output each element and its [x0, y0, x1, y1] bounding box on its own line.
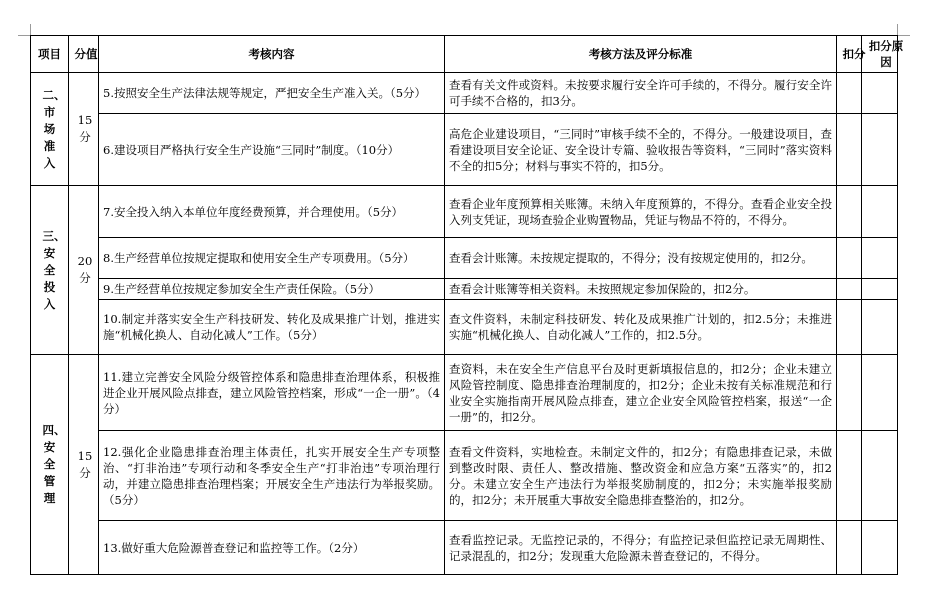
- header-reason: 扣分原因: [862, 36, 898, 73]
- deduct-cell[interactable]: [837, 238, 862, 279]
- reason-cell[interactable]: [862, 521, 898, 575]
- item-content: 10.制定并落实安全生产科技研发、转化及成果推广计划，推进实施“机械化换人、自动化减人”工作。（5分）: [99, 300, 445, 355]
- item-method: 查文件资料，未制定科技研发、转化及成果推广计划的，扣2.5分；未推进实施“机械化换人、自动化减人”工作的，扣2.5分。: [445, 300, 837, 355]
- item-content: 9.生产经营单位按规定参加安全生产责任保险。（5分）: [99, 279, 445, 300]
- section-category: 三、安全投入: [31, 186, 69, 355]
- item-method: 查看有关文件或资料。未按要求履行安全许可手续的，不得分。履行安全许可手续不合格的，扣3分。: [445, 73, 837, 114]
- item-method: 查看会计账簿等相关资料。未按照规定参加保险的，扣2分。: [445, 279, 837, 300]
- section-category: 四、安全管理: [31, 355, 69, 575]
- item-content: 8.生产经营单位按规定提取和使用安全生产专项费用。（5分）: [99, 238, 445, 279]
- item-method: 查看监控记录。无监控记录的，不得分；有监控记录但监控记录无周期性、记录混乱的，扣2分；发现重大危险源未普查登记的，不得分。: [445, 521, 837, 575]
- table-row: [31, 238, 898, 279]
- item-content: 6.建设项目严格执行安全生产设施“三同时”制度。（10分）: [99, 114, 445, 186]
- table-row: [31, 279, 898, 300]
- item-content: 12.强化企业隐患排查治理主体责任，扎实开展安全生产专项整治、“打非治违”专项行动和冬季安全生产“打非治违”专项治理行动，并建立隐患排查治理档案；开展安全生产违法行为举报奖励。（5分）: [99, 431, 445, 521]
- reason-cell[interactable]: [862, 431, 898, 521]
- section-category: 二、市场准入: [31, 73, 69, 186]
- item-content: 13.做好重大危险源普查登记和监控等工作。（2分）: [99, 521, 445, 575]
- header-row: [31, 36, 898, 73]
- deduct-cell[interactable]: [837, 300, 862, 355]
- item-content: 5.按照安全生产法律法规等规定，严把安全生产准入关。（5分）: [99, 73, 445, 114]
- table-row: [31, 114, 898, 186]
- reason-cell[interactable]: [862, 279, 898, 300]
- item-method: 高危企业建设项目，“三同时”审核手续不全的，不得分。一般建设项目，查看建设项目安全论证、安全设计专篇、验收报告等资料，“三同时”落实资料不全的扣5分；材料与事实不符的，扣5分。: [445, 114, 837, 186]
- table-row: [31, 300, 898, 355]
- section-score: 20分: [69, 186, 99, 355]
- table-row: [31, 355, 898, 431]
- deduct-cell[interactable]: [837, 73, 862, 114]
- deduct-cell[interactable]: [837, 279, 862, 300]
- table-row: [31, 73, 898, 114]
- header-score: 分值: [69, 36, 99, 73]
- table-row: [31, 521, 898, 575]
- crop-mark-right-h: [897, 35, 910, 36]
- reason-cell[interactable]: [862, 300, 898, 355]
- table-row: [31, 431, 898, 521]
- item-content: 7.安全投入纳入本单位年度经费预算，并合理使用。（5分）: [99, 186, 445, 238]
- header-category: 项目: [31, 36, 69, 73]
- assessment-table: [30, 35, 904, 575]
- reason-cell[interactable]: [862, 73, 898, 114]
- section-score: 15分: [69, 73, 99, 186]
- reason-cell[interactable]: [862, 186, 898, 238]
- deduct-cell[interactable]: [837, 186, 862, 238]
- deduct-cell[interactable]: [837, 355, 862, 431]
- section-score: 15分: [69, 355, 99, 575]
- item-method: 查看文件资料，实地检查。未制定文件的，扣2分；有隐患排查记录，未做到整改时限、责任人、整改措施、整改资金和应急方案“五落实”的，扣2分。未建立安全生产违法行为举报奖励制度的，扣2分；未实施举报奖励的，扣2分；未开展重大事故安全隐患排查整治的，扣2分。: [445, 431, 837, 521]
- header-method: 考核方法及评分标准: [445, 36, 837, 73]
- item-method: 查资料，未在安全生产信息平台及时更新填报信息的，扣2分；企业未建立风险管控制度、隐患排查治理制度的，扣2分；企业未按有关标准规范和行业安全实施指南开展风险点排查，建立企业安全风险管控档案，报送“一企一册”的，扣2分。: [445, 355, 837, 431]
- table-row: [31, 186, 898, 238]
- header-content: 考核内容: [99, 36, 445, 73]
- reason-cell[interactable]: [862, 114, 898, 186]
- deduct-cell[interactable]: [837, 114, 862, 186]
- item-method: 查看会计账簿。未按规定提取的，不得分；没有按规定使用的，扣2分。: [445, 238, 837, 279]
- item-method: 查看企业年度预算相关账簿。未纳入年度预算的，不得分。查看企业安全投入列支凭证，现场查验企业购置物品，凭证与物品不符的，不得分。: [445, 186, 837, 238]
- item-content: 11.建立完善安全风险分级管控体系和隐患排查治理体系，积极推进企业开展风险点排查，建立风险管控档案，形成“一企一册”。（4分）: [99, 355, 445, 431]
- deduct-cell[interactable]: [837, 521, 862, 575]
- reason-cell[interactable]: [862, 238, 898, 279]
- reason-cell[interactable]: [862, 355, 898, 431]
- deduct-cell[interactable]: [837, 431, 862, 521]
- header-deduct: 扣分: [837, 36, 862, 73]
